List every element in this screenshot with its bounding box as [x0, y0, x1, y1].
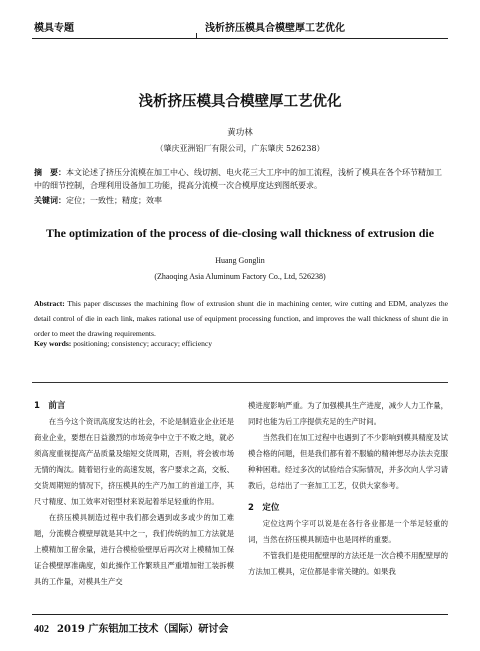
- section-rule: [32, 382, 448, 383]
- section-2-heading: 2 定位: [248, 503, 280, 513]
- affiliation-zh: （肇庆亚洲铝厂有限公司，广东肇庆 526238）: [155, 144, 325, 153]
- section-2-paragraph-2: 不管我们是使用配壁厚的方法还是一次合模不用配壁厚的方法加工模具，定位都是非常关键的。如果我: [248, 551, 448, 576]
- section-1-paragraph-2: 在挤压模具制造过程中我们都会遇到或多或少的加工难题，分流模合模壁厚就是其中之一，我们传统的加工方法就是上模精加工留余量，进行合模检验壁厚后再次对上模精加工保证合模壁厚准确度，如此操作工作繁琐且严重增加钳工装拆模具的工作量，对模具生产交: [34, 513, 234, 586]
- keywords-zh-text: 定位；一致性；精度；效率: [66, 196, 162, 205]
- header-divider: [196, 33, 197, 39]
- abstract-en-text: This paper discusses the machining flow of extrusion shunt die in machining center, wire cutting and EDM, analyzes the detail control of die in each link, makes rational use of equipment processing function, and improves the wall thickness of shunt die in order to meet the drawing requirements.: [34, 299, 448, 338]
- keywords-zh-label: 关键词：: [34, 196, 66, 205]
- footer-rule: [32, 614, 448, 615]
- body-left-column: [34, 398, 234, 590]
- page-number: 402: [34, 624, 49, 635]
- abstract-zh: [34, 166, 448, 192]
- right-paragraph-2: 当然我们在加工过程中也遇到了不少影响到模具精度及试模合格的问题，但是我们都有着不服输的精神想尽办法去克服种种困难。经过多次的试验结合实际情况，并多次向人学习请教后，总结出了一套加工工艺，仅供大家参考。: [248, 433, 448, 490]
- abstract-en: [34, 296, 448, 341]
- continued-paragraph: 模进度影响严重。为了加强模具生产进度，减少人力工作量，同时也能为后工序提供充足的生产时间。: [248, 401, 448, 426]
- abstract-zh-text: 本文论述了挤压分流模在加工中心、线切割、电火花三大工序中的加工流程，浅析了模具在各个环节精加工中的细节控制，合理利用设备加工功能，提高分流模一次合模厚度达到图纸要求。: [34, 168, 442, 190]
- page-footer: [34, 620, 228, 635]
- keywords-zh: [34, 195, 448, 206]
- section-2-paragraph-1: 定位这两个字可以说是在各行各业都是一个举足轻重的词，当然在挤压模具制造中也是同样的重要。: [248, 519, 448, 544]
- section-1-heading: 1 前言: [34, 401, 66, 411]
- proceedings-name: 2019 广东铝加工技术（国际）研讨会: [57, 624, 229, 635]
- body-right-column: [248, 398, 448, 580]
- abstract-zh-label: 摘 要：: [34, 168, 66, 177]
- keywords-en: [34, 339, 448, 348]
- keywords-en-label: Key words:: [34, 339, 72, 348]
- author-zh: 黄功林: [227, 128, 253, 138]
- abstract-en-label: Abstract:: [34, 299, 65, 308]
- header-rule: [32, 38, 448, 39]
- running-title: 浅析挤压模具合模壁厚工艺优化: [205, 23, 345, 34]
- affiliation-en: (Zhaoqing Asia Aluminum Factory Co., Ltd, 526238): [154, 272, 326, 281]
- keywords-en-text: positioning; consistency; accuracy; efficiency: [71, 339, 213, 348]
- author-en: Huang Gonglin: [215, 256, 265, 265]
- journal-section: 模具专题: [34, 23, 74, 34]
- section-1-paragraph-1: 在当今这个资讯高度发达的社会，不论是制造业企业还是商业企业，要想在日益激烈的市场竞争中立于不败之地，就必须高度重视提高产品质量及缩短交货周期，否则，将会被市场无情的淘汰。随着铝行业的高速发展，客户要求之高，交板、交货周期短的情况下，挤压模具的生产乃加工的首道工序，其尺寸精度、加工效率对铝型材来说起着举足轻重的作用。: [34, 417, 234, 506]
- paper-title-zh: 浅析挤压模具合模壁厚工艺优化: [138, 94, 342, 110]
- paper-title-en: The optimization of the process of die-closing wall thickness of extrusion die: [45, 226, 435, 240]
